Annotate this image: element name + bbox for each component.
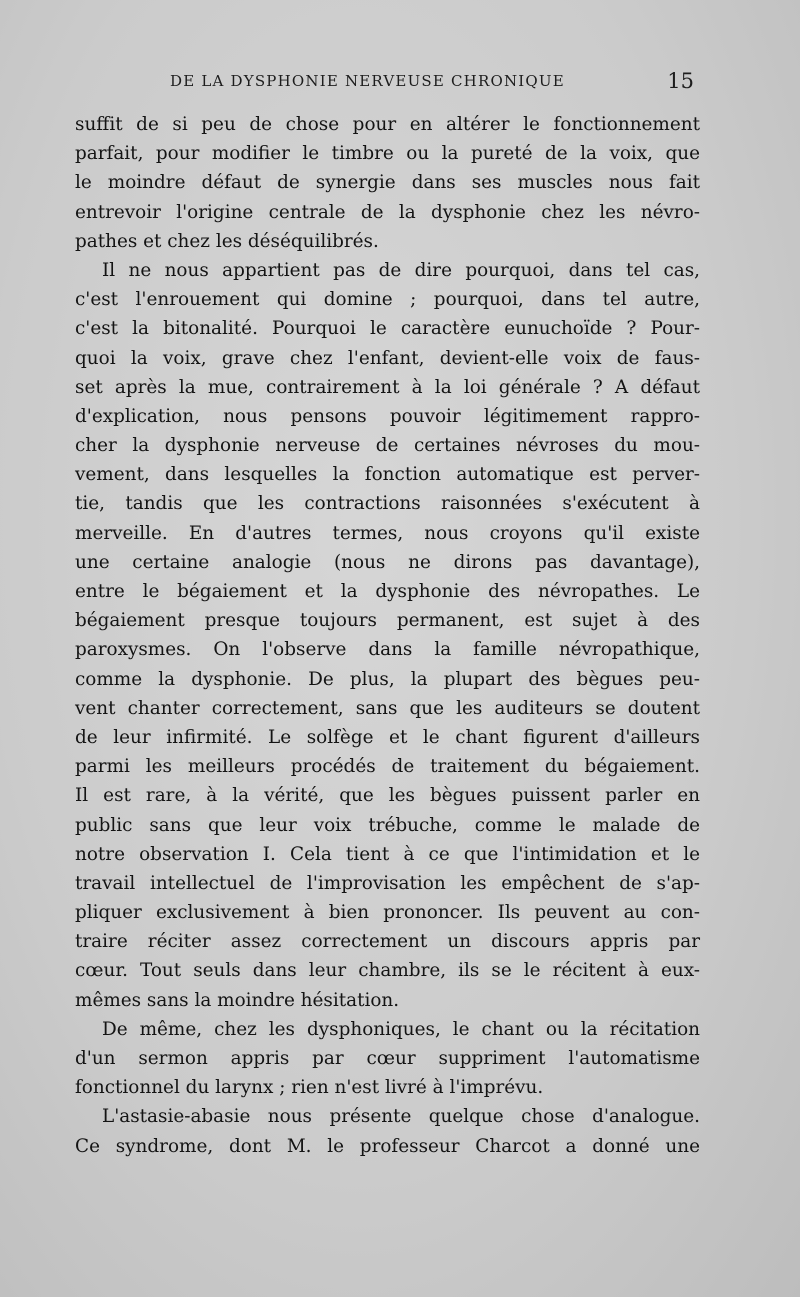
text-line: Ce syndrome, dont M. le professeur Charcot a donné une: [75, 1135, 700, 1157]
text-line: c'est la bitonalité. Pourquoi le caractère eunuchoïde ? Pour-: [75, 318, 700, 340]
text-line: travail intellectuel de l'improvisation les empêchent de s'ap-: [75, 872, 700, 894]
text-line: mêmes sans la moindre hésitation.: [75, 989, 400, 1011]
text-line: c'est l'enrouement qui domine ; pourquoi, dans tel autre,: [75, 289, 700, 311]
text-line: comme la dysphonie. De plus, la plupart des bègues peu-: [75, 668, 700, 690]
text-line: set après la mue, contrairement à la loi générale ? A défaut: [75, 376, 700, 398]
text-line: De même, chez les dysphoniques, le chant ou la récitation: [102, 1018, 700, 1040]
text-line: une certaine analogie (nous ne dirons pas davantage),: [75, 551, 700, 573]
text-line: quoi la voix, grave chez l'enfant, devient-elle voix de faus-: [75, 347, 700, 369]
text-line: vent chanter correctement, sans que les auditeurs se doutent: [75, 697, 700, 719]
text-line: traire réciter assez correctement un discours appris par: [75, 931, 700, 953]
text-line: Il ne nous appartient pas de dire pourquoi, dans tel cas,: [102, 259, 700, 281]
text-line: Il est rare, à la vérité, que les bègues puissent parler en: [75, 785, 700, 807]
text-line: d'un sermon appris par cœur suppriment l'automatisme: [75, 1048, 700, 1069]
text-line: pliquer exclusivement à bien prononcer. Ils peuvent au con-: [75, 902, 700, 924]
text-line: pathes et chez les déséquilibrés.: [75, 230, 379, 252]
text-line: d'explication, nous pensons pouvoir légitimement rappro-: [75, 405, 700, 427]
text-line: suffit de si peu de chose pour en altérer le fonctionnement: [75, 114, 700, 135]
text-line: public sans que leur voix trébuche, comme le malade de: [75, 814, 700, 836]
text-line: le moindre défaut de synergie dans ses muscles nous fait: [75, 172, 700, 194]
text-line: de leur infirmité. Le solfège et le chant figurent d'ailleurs: [75, 726, 700, 748]
text-line: notre observation I. Cela tient à ce que l'intimidation et le: [75, 843, 700, 865]
text-line: paroxysmes. On l'observe dans la famille névropathique,: [75, 639, 700, 661]
body-text: [75, 110, 700, 1161]
text-line: parmi les meilleurs procédés de traitement du bégaiement.: [75, 756, 700, 778]
text-line: merveille. En d'autres termes, nous croyons qu'il existe: [75, 522, 700, 544]
text-line: parfait, pour modifier le timbre ou la pureté de la voix, que: [75, 143, 700, 165]
text-line: entrevoir l'origine centrale de la dysphonie chez les névro-: [75, 201, 700, 223]
text-line: cher la dysphonie nerveuse de certaines névroses du mou-: [75, 435, 700, 457]
page-number: 15: [667, 69, 694, 93]
text-line: fonctionnel du larynx ; rien n'est livré à l'imprévu.: [75, 1077, 544, 1099]
text-line: cœur. Tout seuls dans leur chambre, ils se le récitent à eux-: [75, 960, 700, 982]
text-line: entre le bégaiement et la dysphonie des névropathes. Le: [75, 581, 700, 602]
running-title: DE LA DYSPHONIE NERVEUSE CHRONIQUE: [170, 72, 565, 90]
page-header: [170, 69, 700, 98]
text-line: L'astasie-abasie nous présente quelque chose d'analogue.: [102, 1106, 700, 1128]
text-line: vement, dans lesquelles la fonction automatique est perver-: [75, 464, 700, 486]
text-line: bégaiement presque toujours permanent, est sujet à des: [75, 610, 700, 632]
text-line: tie, tandis que les contractions raisonnées s'exécutent à: [75, 493, 700, 515]
